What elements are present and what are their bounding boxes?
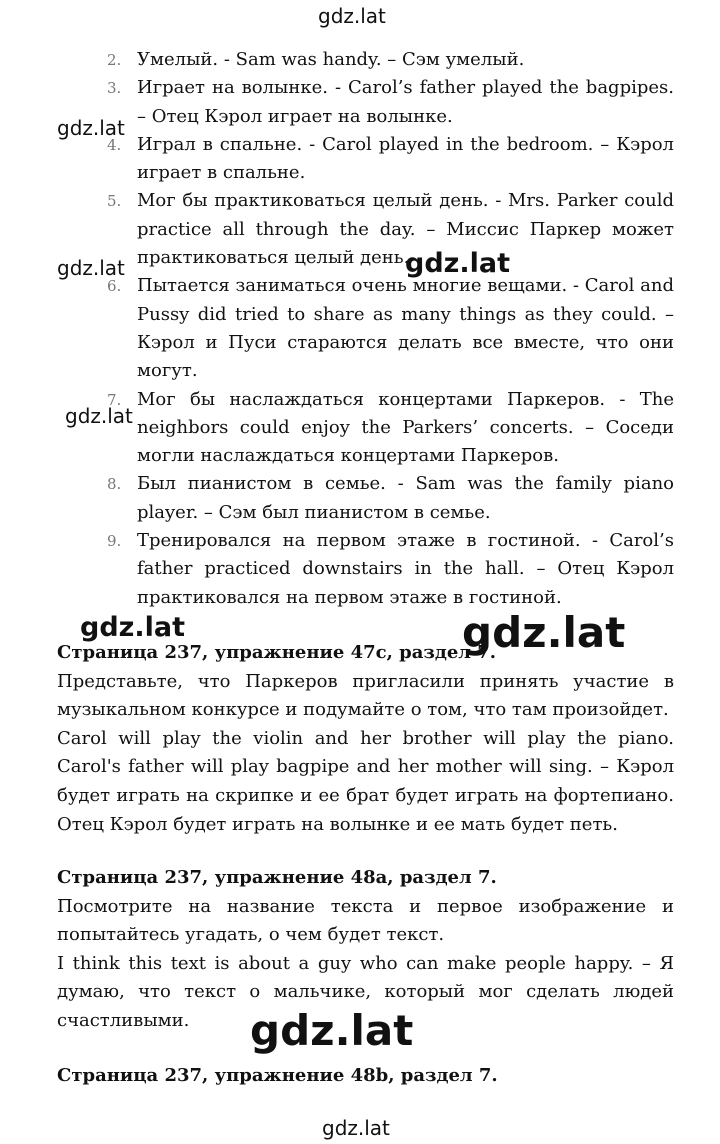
- item-text: Играл в спальне. - Carol played in the bedroom. – Кэрол играет в спальне.: [137, 133, 674, 184]
- watermark-left-1: gdz.lat: [57, 116, 125, 140]
- item-text: Мог бы наслаждаться концертами Паркеров. - The neighbors could enjoy the Parkers’ concerts. – Соседи могли наслаждаться концертами Паркеров.: [137, 388, 674, 467]
- item-number: 2.: [107, 51, 122, 69]
- section-heading: Страница 237, упражнение 47c, раздел 7.: [57, 642, 497, 663]
- list-item: [107, 46, 674, 74]
- item-number: 4.: [107, 135, 122, 154]
- item-text: Был пианистом в семье. - Sam was the family piano player. – Сэм был пианистом в семье.: [137, 473, 674, 523]
- watermark-lower-big: gdz.lat: [250, 1006, 414, 1055]
- item-number: 3.: [107, 79, 122, 98]
- section-task: Посмотрите на название текста и первое изображение и попытайтесь угадать, о чем будет текст.: [57, 895, 674, 946]
- answer-list: [107, 46, 674, 612]
- watermark-section-big: gdz.lat: [462, 608, 626, 657]
- item-text: Мог бы практиковаться целый день. - Mrs. Parker could practice all through the day. – Миссис Паркер может практиковаться целый день.: [137, 190, 674, 269]
- section-48b: [57, 1062, 674, 1091]
- list-item: [107, 386, 674, 471]
- section-heading: Страница 237, упражнение 48a, раздел 7.: [57, 867, 497, 888]
- list-item: [107, 187, 674, 272]
- item-number: 5.: [107, 192, 122, 211]
- list-item: [107, 74, 674, 131]
- section-task: Представьте, что Паркеров пригласили принять участие в музыкальном конкурсе и подумайте о том, что там произойдет.: [57, 670, 674, 721]
- list-item: [107, 272, 674, 385]
- item-text: Умелый. - Sam was handy. – Сэм умелый.: [137, 49, 525, 70]
- watermark-bottom: gdz.lat: [322, 1116, 390, 1140]
- item-text: Играет на волынке. - Carol’s father played the bagpipes. – Отец Кэрол играет на волынке.: [137, 77, 674, 127]
- watermark-left-2: gdz.lat: [57, 256, 125, 280]
- item-number: 6.: [107, 277, 122, 296]
- watermark-left-3: gdz.lat: [65, 404, 133, 428]
- watermark-section-small: gdz.lat: [80, 612, 186, 643]
- list-item: [107, 470, 674, 527]
- item-number: 7.: [107, 390, 122, 409]
- item-text: Тренировался на первом этаже в гостиной. - Carol’s father practiced downstairs in the hall. – Отец Кэрол практиковался на первом этаже в гостиной.: [137, 530, 674, 608]
- list-item: [107, 131, 674, 188]
- watermark-top: gdz.lat: [318, 4, 386, 28]
- item-number: 9.: [107, 532, 122, 551]
- section-answer: I think this text is about a guy who can make people happy. – Я думаю, что текст о мальчике, который мог сделать людей счастливыми.: [57, 952, 674, 1031]
- section-47c: [57, 639, 674, 839]
- section-answer: Carol will play the violin and her brother will play the piano. Carol's father will play bagpipe and her mother will sing. – Кэрол будет играть на скрипке и ее брат будет играть на фортепиано. Отец Кэрол будет играть на волынке и ее мать будет петь.: [57, 727, 674, 835]
- item-text: Пытается заниматься очень многие вещами. - Carol and Pussy did tried to share as many things as they could. – Кэрол и Пуси стараются делать все вместе, что они могут.: [137, 275, 674, 382]
- section-heading: Страница 237, упражнение 48b, раздел 7.: [57, 1065, 498, 1086]
- watermark-mid: gdz.lat: [405, 248, 511, 279]
- list-item: [107, 527, 674, 612]
- item-number: 8.: [107, 475, 122, 494]
